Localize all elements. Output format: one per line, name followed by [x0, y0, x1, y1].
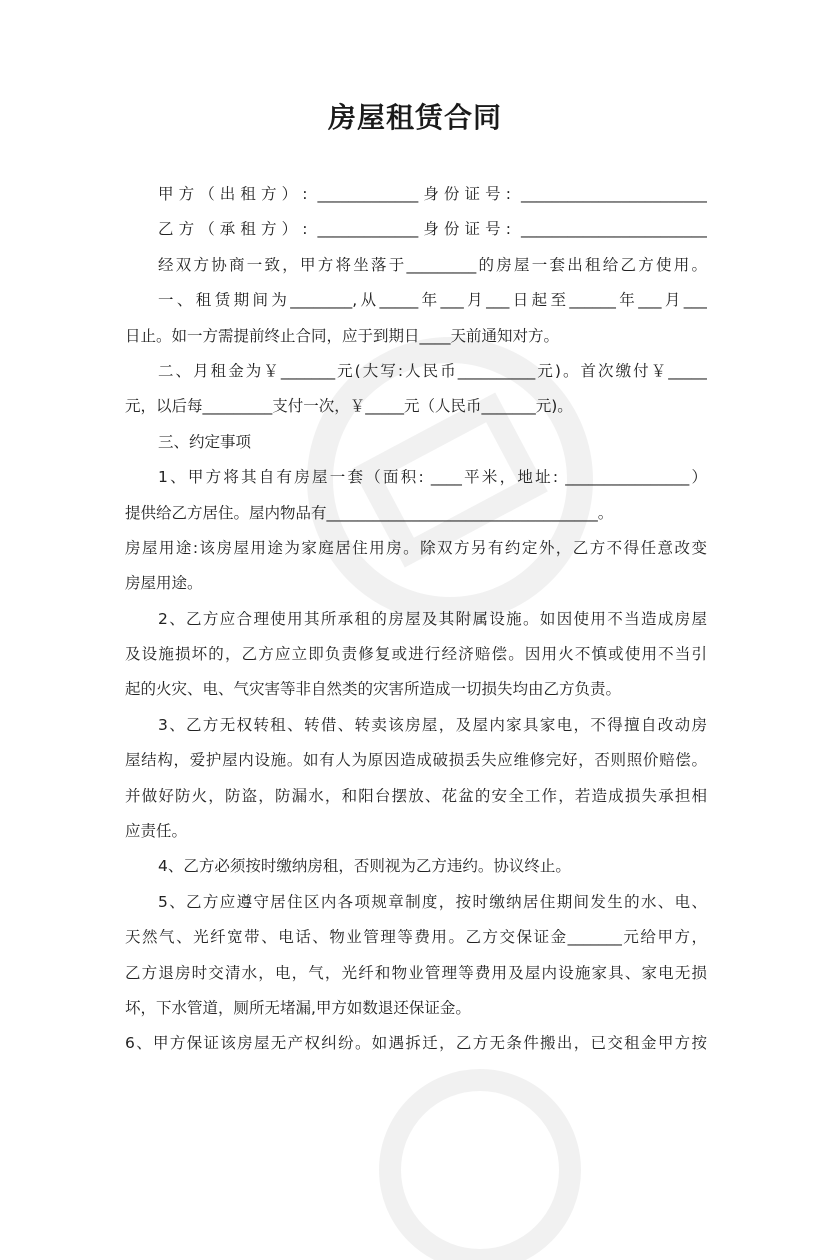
agreement-line: 经双方协商一致，甲方将坐落于_________的房屋一套出租给乙方使用。: [158, 255, 707, 274]
clause-1-line-2: 日止。如一方需提前终止合同，应于到期日____天前通知对方。: [125, 326, 560, 345]
item-2-line-2: 及设施损坏的，乙方应立即负责修复或进行经济赔偿。因用火不慎或使用不当引: [125, 645, 707, 664]
item-1-line-3: 房屋用途:该房屋用途为家庭居住用房。除双方另有约定外，乙方不得任意改变: [125, 538, 707, 557]
item-4-line-1: 4、乙方必须按时缴纳房租，否则视为乙方违约。协议终止。: [158, 857, 571, 876]
clause-1-line-1: 一、租赁期间为________,从_____年___月___日起至______年___月___: [158, 291, 707, 310]
clause-3-heading: 三、约定事项: [158, 432, 252, 451]
item-3-line-2: 屋结构，爱护屋内设施。如有人为原因造成破损丢失应维修完好，否则照价赔偿。: [125, 751, 707, 770]
item-5-line-2: 天然气、光纤宽带、电话、物业管理等费用。乙方交保证金_______元给甲方，: [125, 928, 707, 947]
clause-2-line-2: 元，以后每_________支付一次，￥_____元（人民币_______元)。: [125, 397, 573, 416]
item-3-line-3: 并做好防火，防盗，防漏水，和阳台摆放、花盆的安全工作，若造成损失承担相: [125, 786, 707, 805]
document-title: 房屋租赁合同: [327, 101, 502, 134]
item-2-line-3: 起的火灾、电、气灾害等非自然类的灾害所造成一切损失均由乙方负责。: [125, 680, 622, 699]
item-1-line-2: 提供给乙方居住。屋内物品有___________________________________。: [125, 503, 614, 522]
contract-body: [125, 177, 707, 1062]
item-1-line-4: 房屋用途。: [125, 574, 203, 593]
item-1-line-1: 1、甲方将其自有房屋一套（面积: ____平米，地址: ________________）: [158, 468, 707, 487]
item-5-line-4: 坏，下水管道，厕所无堵漏,甲方如数退还保证金。: [125, 998, 471, 1017]
party-b-line: 乙方（承租方）: _____________身份证号: ________________________: [158, 220, 707, 239]
party-a-line: 甲方（出租方）: _____________身份证号: ________________________: [158, 185, 707, 203]
item-5-line-3: 乙方退房时交清水，电，气，光纤和物业管理等费用及屋内设施家具、家电无损: [125, 963, 707, 982]
clause-2-line-1: 二、月租金为￥_______元(大写:人民币__________元)。首次缴付￥_____: [158, 361, 707, 380]
item-2-line-1: 2、乙方应合理使用其所承租的房屋及其附属设施。如因使用不当造成房屋: [158, 609, 707, 628]
item-3-line-4: 应责任。: [125, 822, 188, 841]
item-6-line-1: 6、甲方保证该房屋无产权纠纷。如遇拆迁，乙方无条件搬出，已交租金甲方按: [125, 1034, 707, 1053]
item-5-line-1: 5、乙方应遵守居住区内各项规章制度，按时缴纳居住期间发生的水、电、: [158, 892, 707, 911]
item-3-line-1: 3、乙方无权转租、转借、转卖该房屋，及屋内家具家电，不得擅自改动房: [158, 715, 707, 734]
watermark-logo-2: [370, 1060, 590, 1260]
